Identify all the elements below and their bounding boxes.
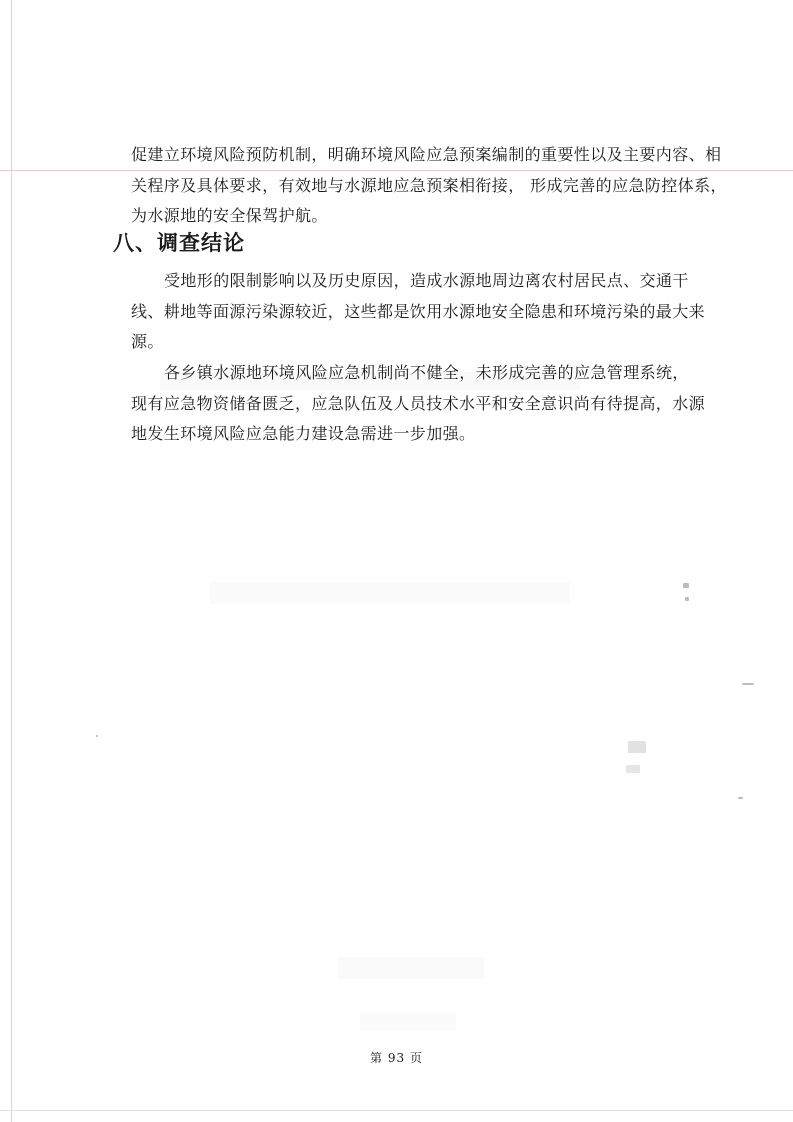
scan-speck <box>96 735 98 737</box>
bleed-through-band <box>338 957 484 979</box>
conclusion-paragraph-2 <box>131 358 705 450</box>
conclusion-paragraph-1 <box>131 266 705 358</box>
bleed-through-band <box>210 582 570 604</box>
scan-speck <box>628 741 646 753</box>
scan-speck <box>685 597 689 601</box>
section-heading: 八、调查结论 <box>113 231 245 255</box>
text-line: 促建立环境风险预防机制，明确环境风险应急预案编制的重要性以及主要内容、相 <box>131 145 722 164</box>
scan-speck <box>626 765 640 773</box>
scan-speck <box>742 683 754 685</box>
text-line: 地发生环境风险应急能力建设急需进一步加强。 <box>131 424 476 443</box>
page-number: 第 93 页 <box>370 1051 423 1065</box>
text-line: 各乡镇水源地环境风险应急机制尚不健全，未形成完善的应急管理系统， <box>164 363 689 382</box>
scan-speck <box>738 797 743 799</box>
text-line: 现有应急物资储备匮乏，应急队伍及人员技术水平和安全意识尚有待提高，水源 <box>131 393 706 413</box>
text-line: 受地形的限制影响以及历史原因，造成水源地周边离农村居民点、交通干 <box>164 271 689 290</box>
scan-edge <box>0 1110 793 1111</box>
scan-edge <box>11 0 12 1122</box>
scan-speck <box>683 583 689 588</box>
bleed-through-band <box>360 1012 456 1030</box>
text-line: 线、耕地等面源污染源较近，这些都是饮用水源地安全隐患和环境污染的最大来 <box>131 301 706 321</box>
continuation-paragraph <box>131 140 727 232</box>
text-line: 为水源地的安全保驾护航。 <box>131 206 328 225</box>
text-line: 源。 <box>131 332 164 351</box>
text-line: 关程序及具体要求，有效地与水源地应急预案相衔接， 形成完善的应急防控体系， <box>131 175 727 195</box>
